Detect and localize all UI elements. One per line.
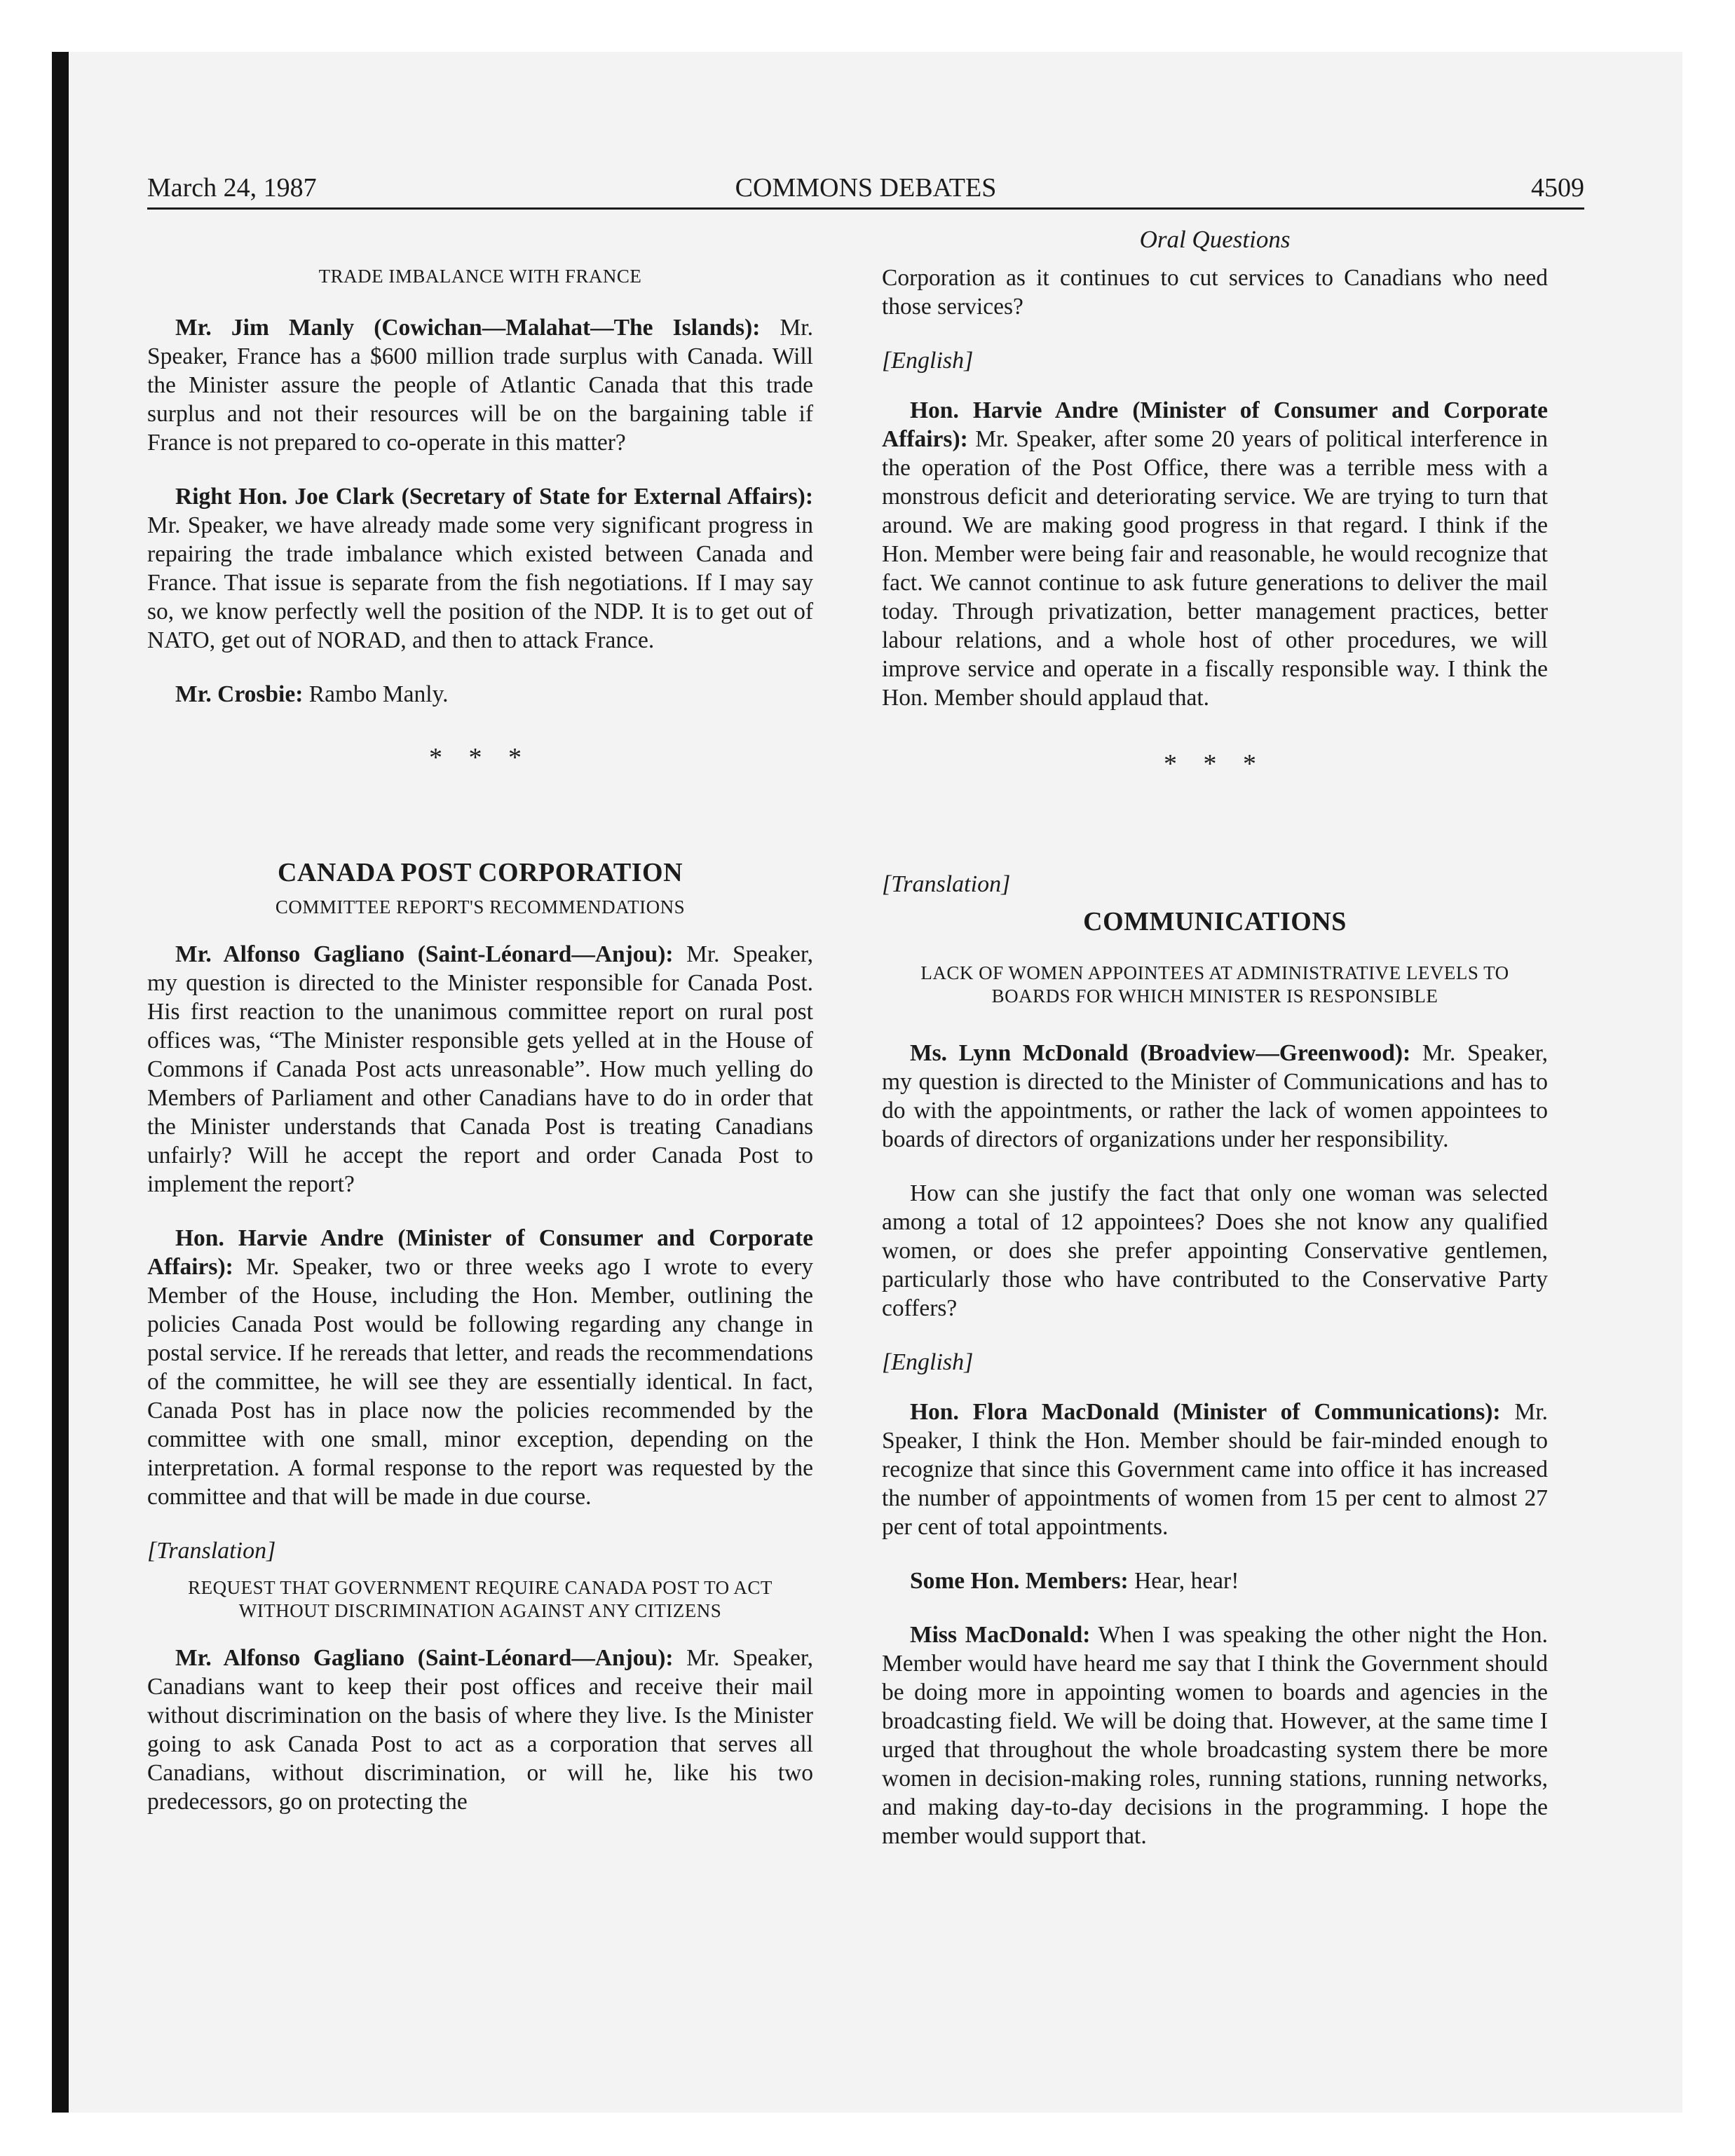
section-separator: * * *	[1164, 749, 1266, 779]
header-rule	[147, 207, 1584, 210]
language-marker: [Translation]	[147, 1538, 276, 1564]
binding-edge	[52, 52, 69, 2113]
left-column	[147, 210, 813, 1841]
paragraph	[147, 1644, 813, 1816]
page-header	[147, 171, 1584, 205]
speaker-name: Miss MacDonald:	[910, 1622, 1091, 1648]
speech-text: Mr. Speaker, after some 20 years of political interference in the operation of the Post Office, there was a terrible mess with a monstrous deficit and deteriorating service. We are trying to turn that around. We are making good progress in that regard. I think if the Hon. Member were being fair and reasonable, he would recognize that fact. We cannot continue to ask future generations to deliver the mail today. Through privatization, better management practices, better labour relations, and a whole host of other procedures, we will improve service and operate in a fiscally responsible way. I think the Hon. Member should applaud that.	[882, 426, 1549, 711]
header-date: March 24, 1987	[147, 173, 317, 203]
speaker-name: Hon. Flora MacDonald (Minister of Communications):	[910, 1399, 1501, 1425]
heading-communications: COMMUNICATIONS	[1083, 907, 1347, 936]
speech-text: Mr. Speaker, Canadians want to keep their post offices and receive their mail without discrimination on the basis of where they live. Is the Minister going to ask Canada Post to act as a corporation that serves all Canadians, without discrimination, or will he, like his two predecessors, go on protecting the	[147, 1645, 814, 1815]
speaker-name: Some Hon. Members:	[910, 1568, 1129, 1594]
paragraph	[147, 680, 813, 709]
paragraph	[882, 1039, 1548, 1154]
paragraph	[147, 1224, 813, 1511]
header-page-number: 4509	[1531, 173, 1584, 203]
paragraph	[882, 396, 1548, 712]
header-title: COMMONS DEBATES	[735, 173, 997, 203]
speaker-name: Mr. Jim Manly (Cowichan—Malahat—The Islands):	[175, 315, 761, 341]
speech-text: Corporation as it continues to cut services to Canadians who need those services?	[882, 265, 1548, 320]
speech-text: Mr. Speaker, France has a $600 million trade surplus with Canada. Will the Minister assure the people of Atlantic Canada that this trade surplus and not their resources will be on the bargaining table if France is not prepared to co-operate in this matter?	[147, 315, 813, 456]
speech-text: When I was speaking the other night the Hon. Member would have heard me say that I think the Government should be doing more in appointing women to boards and agencies in the broadcasting field. We will be doing that. However, at the same time I urged that throughout the whole broadcasting system there be more women in decision-making roles, running stations, running networks, and making day-to-day decisions in the programming. I hope the member would support that.	[882, 1622, 1548, 1849]
speaker-name: Ms. Lynn McDonald (Broadview—Greenwood):	[910, 1040, 1411, 1066]
paragraph	[147, 313, 813, 457]
speaker-name: Hon. Harvie Andre (Minister of Consumer and Corporate Affairs):	[147, 1225, 813, 1280]
speaker-name: Mr. Crosbie:	[175, 681, 304, 707]
subheading-committee-report: COMMITTEE REPORT'S RECOMMENDATIONS	[275, 896, 686, 917]
right-column	[882, 210, 1548, 1876]
paragraph	[147, 482, 813, 655]
paragraph	[147, 940, 813, 1199]
paragraph	[882, 1398, 1548, 1541]
heading-canada-post: CANADA POST CORPORATION	[277, 858, 683, 887]
speech-text: Mr. Speaker, I think the Hon. Member should be fair-minded enough to recognize that since this Government came into office it has increased the number of appointments of women from 15 per cent to almost 27 per cent of total appointments.	[882, 1399, 1549, 1540]
paragraph	[882, 1621, 1548, 1850]
speech-text: Mr. Speaker, we have already made some very significant progress in repairing the trade imbalance which existed between Canada and France. That issue is separate from the fish negotiations. If I may say so, we know perfectly well the position of the NDP. It is to get out of NATO, get out of NORAD, and then to attack France.	[147, 512, 813, 653]
speech-text: Rambo Manly.	[308, 681, 449, 707]
speech-text: Hear, hear!	[1134, 1568, 1239, 1594]
speaker-name: Right Hon. Joe Clark (Secretary of State for External Affairs):	[175, 484, 813, 510]
speech-text: Mr. Speaker, two or three weeks ago I wrote to every Member of the House, including the Hon. Member, outlining the policies Canada Post would be following regarding any change in postal service. If he rereads that letter, and reads the recommendations of the committee, he will see they are essentially identical. In fact, Canada Post has in place now the policies recommended by the committee with one small, minor exception, depending on the interpretation. A formal response to the report was requested by the committee and that will be made in due course.	[147, 1254, 814, 1510]
speaker-name: Mr. Alfonso Gagliano (Saint-Léonard—Anjou):	[175, 1645, 674, 1671]
subheading-women-appointees: LACK OF WOMEN APPOINTEES AT ADMINISTRATIVE LEVELS TO BOARDS FOR WHICH MINISTER IS RESPONSIBLE	[920, 962, 1509, 1007]
language-marker: [English]	[882, 348, 974, 374]
speech-text: Mr. Speaker, my question is directed to the Minister responsible for Canada Post. His first reaction to the unanimous committee report on rural post offices was, “The Minister responsible gets yelled at in the House of Commons if Canada Post acts unreasonable”. How much yelling do Members of Parliament and other Canadians have to do in order that the Minister understands that Canada Post is treating Canadians unfairly? Will he accept the report and order Canada Post to implement the report?	[147, 941, 814, 1197]
running-head: Oral Questions	[1139, 226, 1291, 253]
paragraph	[882, 1179, 1548, 1323]
speech-text: How can she justify the fact that only one woman was selected among a total of 12 appointees? Does she not know any qualified women, or does she prefer appointing Conservative gentlemen, particularly those who have contributed to the Conservative Party coffers?	[882, 1180, 1548, 1321]
paragraph	[882, 1567, 1548, 1595]
language-marker: [Translation]	[882, 871, 1011, 897]
paragraph	[882, 264, 1548, 321]
speaker-name: Mr. Alfonso Gagliano (Saint-Léonard—Anjou):	[175, 941, 674, 967]
subheading-discrimination: REQUEST THAT GOVERNMENT REQUIRE CANADA POST TO ACT WITHOUT DISCRIMINATION AGAINST ANY CITIZENS	[188, 1577, 773, 1621]
language-marker: [English]	[882, 1349, 974, 1375]
speech-text: Mr. Speaker, my question is directed to the Minister of Communications and has to do with the appointments, or rather the lack of women appointees to boards of directors of organizations under her responsibility.	[882, 1040, 1548, 1152]
subheading-trade-imbalance: TRADE IMBALANCE WITH FRANCE	[318, 266, 642, 287]
section-separator: * * *	[429, 743, 531, 772]
speaker-name: Hon. Harvie Andre (Minister of Consumer and Corporate Affairs):	[882, 397, 1548, 452]
